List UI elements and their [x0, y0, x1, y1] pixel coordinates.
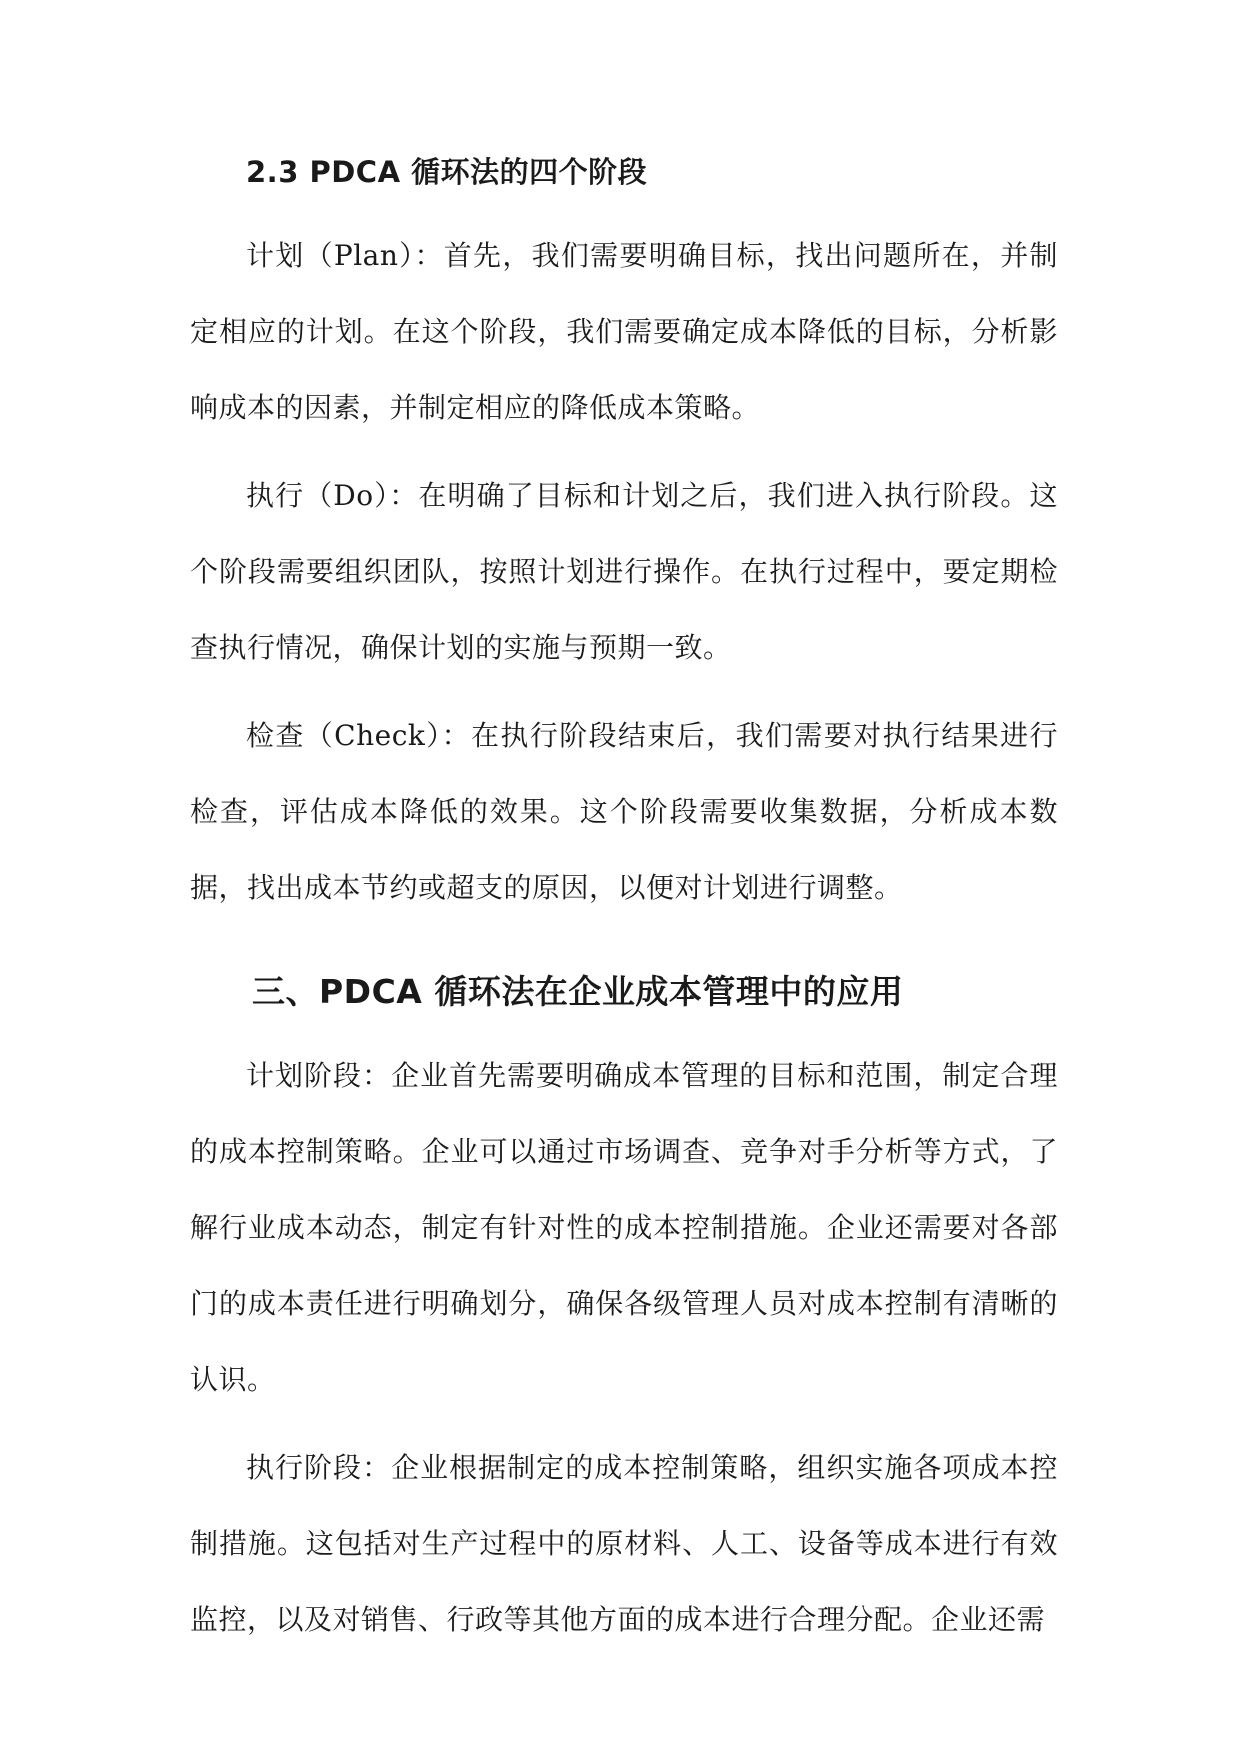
section-heading-2-3: 2.3 PDCA 循环法的四个阶段 [246, 155, 648, 189]
paragraph-do: 执行（Do）：在明确了目标和计划之后，我们进入执行阶段。这个阶段需要组织团队，按照计划进行操作。在执行过程中，要定期检查执行情况，确保计划的实施与预期一致。 [190, 479, 1058, 664]
paragraph-plan: 计划（Plan）：首先，我们需要明确目标，找出问题所在，并制定相应的计划。在这个阶段，我们需要确定成本降低的目标，分析影响成本的因素，并制定相应的降低成本策略。 [190, 239, 1058, 424]
paragraph-plan-stage: 计划阶段：企业首先需要明确成本管理的目标和范围，制定合理的成本控制策略。企业可以通过市场调查、竞争对手分析等方式，了解行业成本动态，制定有针对性的成本控制措施。企业还需要对各部门的成本责任进行明确划分，确保各级管理人员对成本控制有清晰的认识。 [190, 1059, 1058, 1396]
paragraph-execute-stage: 执行阶段：企业根据制定的成本控制策略，组织实施各项成本控制措施。这包括对生产过程中的原材料、人工、设备等成本进行有效监控，以及对销售、行政等其他方面的成本进行合理分配。企业还需 [190, 1451, 1058, 1636]
document-page [190, 150, 1058, 1670]
section-heading-3: 三、PDCA 循环法在企业成本管理中的应用 [252, 972, 904, 1011]
paragraph-check: 检查（Check）：在执行阶段结束后，我们需要对执行结果进行检查，评估成本降低的效果。这个阶段需要收集数据，分析成本数据，找出成本节约或超支的原因，以便对计划进行调整。 [190, 719, 1058, 904]
